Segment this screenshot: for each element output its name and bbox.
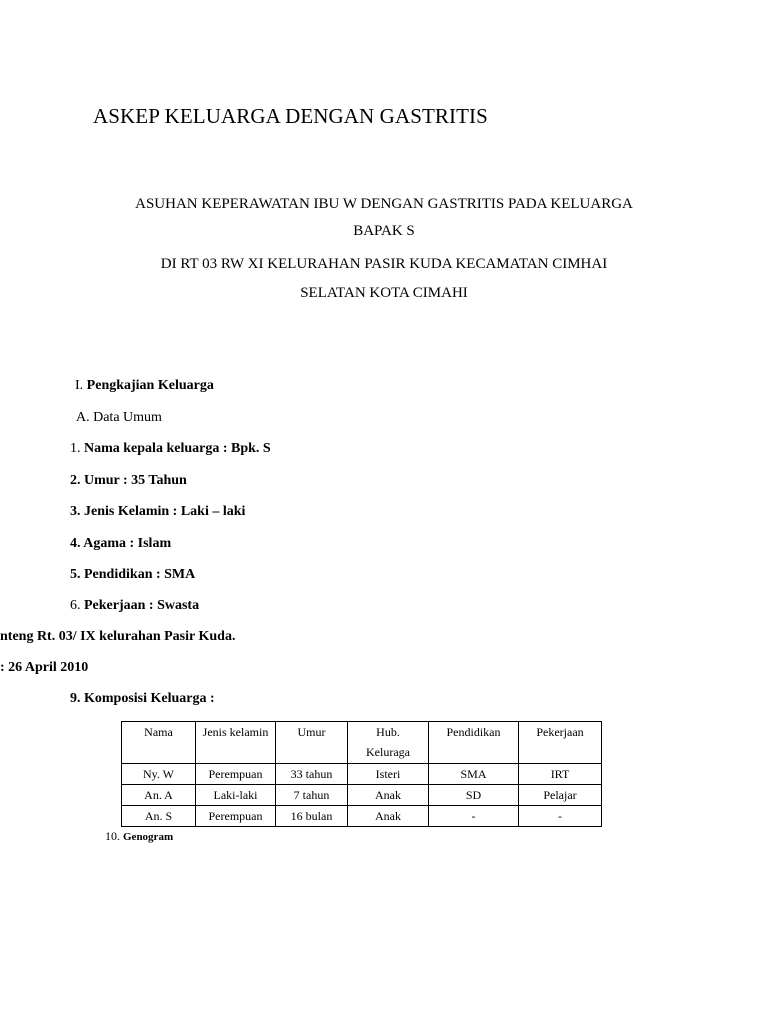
cell-umur: 7 tahun (276, 785, 348, 806)
cell-hubungan: Anak (348, 785, 429, 806)
cell-umur: 16 bulan (276, 806, 348, 827)
item-5: 5. Pendidikan : SMA (70, 567, 196, 582)
cell-pekerjaan: - (519, 806, 602, 827)
cell-pendidikan: - (429, 806, 519, 827)
item-6-number: 6. (70, 598, 81, 613)
item-6-text: Pekerjaan : Swasta (84, 598, 200, 613)
subtitle-line-3: DI RT 03 RW XI KELURAHAN PASIR KUDA KECAMATAN CIMHAI (160, 256, 608, 272)
table-row (122, 806, 602, 827)
item-6 (70, 598, 199, 614)
subsection-heading: A. Data Umum (76, 410, 162, 425)
subtitle-line-1: ASUHAN KEPERAWATAN IBU W DENGAN GASTRITIS PADA KELUARGA (135, 196, 633, 212)
item-2: 2. Umur : 35 Tahun (70, 473, 187, 488)
cell-jenis-kelamin: Perempuan (196, 764, 276, 785)
subtitle-line-4: SELATAN KOTA CIMAHI (300, 285, 468, 301)
header-pendidikan: Pendidikan (429, 722, 519, 764)
cell-hubungan: Isteri (348, 764, 429, 785)
genogram-label: Genogram (123, 831, 174, 843)
cell-nama: Ny. W (122, 764, 196, 785)
item-3: 3. Jenis Kelamin : Laki – laki (70, 504, 246, 519)
header-jenis-kelamin: Jenis kelamin (196, 722, 276, 764)
cell-nama: An. S (122, 806, 196, 827)
table-row (122, 785, 602, 806)
cell-umur: 33 tahun (276, 764, 348, 785)
header-hub-keluarga (348, 722, 429, 764)
item-9: 9. Komposisi Keluarga : (70, 691, 215, 706)
item-7-partial: nteng Rt. 03/ IX kelurahan Pasir Kuda. (0, 629, 236, 644)
section-heading (75, 378, 214, 394)
header-umur: Umur (276, 722, 348, 764)
cell-hubungan: Anak (348, 806, 429, 827)
cell-pendidikan: SD (429, 785, 519, 806)
document-title: ASKEP KELUARGA DENGAN GASTRITIS (93, 104, 488, 128)
cell-pendidikan: SMA (429, 764, 519, 785)
item-1-text: Nama kepala keluarga : Bpk. S (84, 441, 271, 456)
item-1 (70, 441, 271, 457)
header-nama: Nama (122, 722, 196, 764)
cell-pekerjaan: IRT (519, 764, 602, 785)
table-row (122, 764, 602, 785)
header-pekerjaan: Pekerjaan (519, 722, 602, 764)
section-label: Pengkajian Keluarga (86, 378, 214, 393)
cell-nama: An. A (122, 785, 196, 806)
cell-jenis-kelamin: Laki-laki (196, 785, 276, 806)
cell-jenis-kelamin: Perempuan (196, 806, 276, 827)
subtitle-line-2: BAPAK S (353, 223, 415, 239)
item-1-number: 1. (70, 441, 81, 456)
header-keluraga: Keluraga (366, 745, 410, 759)
genogram-heading (105, 829, 173, 844)
item-4: 4. Agama : Islam (70, 536, 172, 551)
family-composition-table (121, 721, 602, 827)
cell-pekerjaan: Pelajar (519, 785, 602, 806)
table-header-row (122, 722, 602, 764)
header-hub: Hub. (376, 725, 400, 739)
section-number: I. (75, 378, 84, 393)
item-8-partial: : 26 April 2010 (0, 660, 89, 675)
genogram-number: 10. (105, 829, 120, 843)
